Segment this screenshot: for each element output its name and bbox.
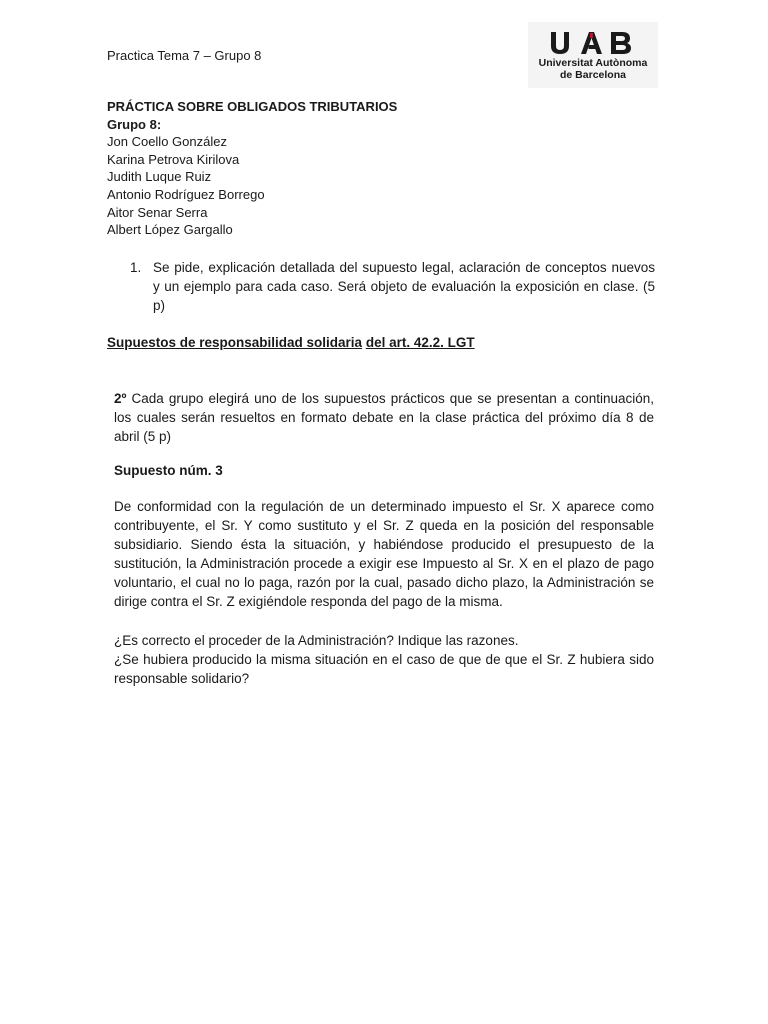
member-name: Judith Luque Ruiz [107,169,212,185]
document-title: PRÁCTICA SOBRE OBLIGADOS TRIBUTARIOS [107,99,398,114]
member-name: Albert López Gargallo [107,222,233,238]
member-name: Antonio Rodríguez Borrego [107,186,265,202]
page-header: Practica Tema 7 – Grupo 8 [107,48,262,63]
group-label: Grupo 8: [107,116,162,132]
item-number: 1. [130,260,142,275]
paragraph-instructions [114,389,654,446]
paragraph-instructions-text: Cada grupo elegirá uno de los supuestos prácticos que se presentan a continuación, los cuales serán resueltos en formato debate en la clase práctica del próximo día 8 de abril (5 p) [114,391,654,444]
uab-logo-glyphs [545,29,641,57]
uab-logo [528,22,658,88]
uab-logo-line-2: de Barcelona [560,69,626,81]
item-text: Se pide, explicación detallada del supuesto legal, aclaración de conceptos nuevos y un ejemplo para cada caso. Será objeto de evaluación la exposición en clase. (5 p) [153,260,655,313]
uab-logo-mark [528,29,658,57]
paragraph-lead: 2º [114,391,127,406]
question-2: ¿Se hubiera producido la misma situación en el caso de que de que el Sr. Z hubiera sido responsable solidario? [114,652,654,686]
section-heading [107,333,475,352]
numbered-item-1 [130,258,655,315]
title-block [107,98,397,239]
member-name: Karina Petrova Kirilova [107,151,240,167]
section-heading-part-2: del art. 42.2. LGT [365,335,475,350]
supuesto-heading: Supuesto núm. 3 [114,463,223,478]
uab-logo-line-1: Universitat Autònoma [538,57,648,69]
paragraph-case: De conformidad con la regulación de un determinado impuesto el Sr. X aparece como contribuyente, el Sr. Y como sustituto y el Sr. Z queda en la posición del responsable subsidiario. Siendo ésta la situación, y habiéndose producido el presupuesto de la sustitución, la Administración procede a exigir ese Impuesto al Sr. X en el plazo de pago voluntario, el cual no lo paga, razón por la cual, pasado dicho plazo, la Administración se dirige contra el Sr. Z exigiéndole responda del pago de la misma. [114,499,654,609]
section-heading-part-1: Supuestos de responsabilidad solidaria [107,335,363,350]
question-1: ¿Es correcto el proceder de la Administración? Indique las razones. [114,633,519,648]
member-name: Aitor Senar Serra [107,204,208,220]
member-name: Jon Coello González [107,134,227,150]
